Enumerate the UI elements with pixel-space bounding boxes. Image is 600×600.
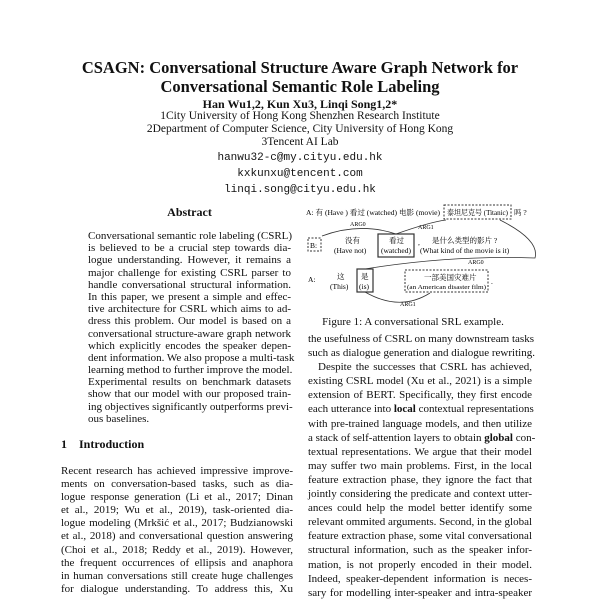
abstract-section: [88, 205, 295, 425]
text-line: may suffer two main problems. First, in the local: [308, 459, 532, 472]
fig-label-arg1: ARG1: [418, 225, 434, 231]
text-line: feature extraction phase, some vital conversational: [308, 530, 532, 543]
text-line: Conversational semantic role labeling (CSRL): [88, 230, 293, 242]
text-line: which explicitly encodes the speaker depen-: [88, 339, 291, 352]
text-line: for dialogue understanding. To address this, Xu: [61, 582, 293, 595]
text-line: the usefulness of CSRL on many downstream tasks: [308, 333, 534, 345]
bold-term: local: [393, 403, 416, 416]
fig-arg-titanic: 泰坦尼克号 (Titanic): [447, 208, 513, 217]
fig-word-this: 这: [337, 272, 345, 281]
text-line: is believed to be a crucial step towards dia-: [88, 242, 291, 255]
text-line: Recent research has achieved impressive improve-: [61, 465, 293, 477]
text-line: such as dialogue generation and dialogue rewriting.: [308, 347, 535, 360]
text-line: the frequent occurrences of ellipsis and anaphora: [61, 556, 293, 569]
affiliation-1: 1City University of Hong Kong Shenzhen Research Institute: [160, 110, 440, 122]
text-span: con-: [512, 431, 536, 444]
text-line: extension of BERT. Specifically, they first encode: [308, 389, 532, 402]
fig-speaker-a: A:: [308, 275, 316, 284]
fig-question: 是什么类型的影片 ?: [432, 236, 498, 245]
text-line: existing CSRL model (Xu et al., 2021) is a simple: [308, 375, 532, 388]
paper-title-line-2: Conversational Semantic Role Labeling: [160, 77, 440, 96]
email-1[interactable]: hanwu32-c@my.cityu.edu.hk: [217, 152, 383, 164]
section-title: Introduction: [79, 437, 145, 451]
fig-word-en: (Have not): [334, 246, 367, 255]
text-line: show that our model with our proposed train-: [88, 388, 291, 401]
text-line: [308, 402, 532, 416]
fig-predicate-is-en: (is): [359, 282, 369, 291]
text-line: jointly considering the predicate and context utter-: [308, 488, 532, 501]
text-line: feature extraction phase, they ignore the fact that: [308, 473, 532, 486]
text-span: a stack of self-attention layers to obtain: [308, 431, 485, 444]
fig-comma: ,: [418, 238, 420, 247]
section-number: 1: [61, 437, 67, 451]
abstract-heading: Abstract: [167, 205, 212, 219]
fig-row1-tail: 吗 ?: [514, 208, 527, 217]
introduction-body: [61, 465, 293, 596]
text-line: major challenge for existing CSRL parser to: [88, 266, 291, 279]
text-line: textual representations. We argue that their model: [308, 445, 532, 458]
fig-label-arg0: ARG0: [468, 260, 484, 266]
figure-1-diagram: [300, 200, 560, 310]
fig-arc-arg1-2: [365, 292, 430, 302]
text-line: dent information. We also propose a multi-task: [88, 351, 295, 364]
figure-caption: Figure 1: A conversational SRL example.: [322, 316, 504, 328]
right-column-body: [308, 332, 536, 600]
text-line: logue response generation (Li et al., 2017; Dinan: [61, 491, 293, 504]
fig-word-this-en: (This): [330, 282, 349, 291]
fig-label-arg1: ARG1: [400, 302, 416, 308]
text-line: In this paper, we present a simple and effec-: [88, 290, 291, 303]
bold-term: global: [484, 431, 513, 444]
text-line: Despite the successes that CSRL has achieved,: [318, 361, 532, 374]
paper-title-line-1: CSAGN: Conversational Structure Aware Graph Network for: [81, 58, 519, 77]
text-line: logue understanding. However, it remains a: [88, 254, 291, 267]
text-line: ances could help the model better identify some: [308, 502, 532, 515]
text-line: conversational structure-aware graph network: [88, 327, 291, 340]
authors: Han Wu1,2, Kun Xu3, Linqi Song1,2*: [202, 97, 398, 111]
text-line: sary for modelling inter-speaker and intra-speaker: [308, 586, 532, 599]
fig-arc-arg0-1: [322, 228, 396, 236]
fig-question-en: (What kind of the movie is it): [420, 246, 510, 255]
fig-label-arg0: ARG0: [350, 222, 366, 228]
text-line: handle conversational structural information.: [88, 278, 291, 291]
fig-speaker-b: B:: [310, 241, 318, 250]
text-line: Experimental results on benchmark datasets: [88, 376, 291, 389]
text-line: et al., 2018) and conversational question answering: [61, 530, 293, 543]
text-line: mation, is not properly encoded in their model.: [308, 558, 532, 571]
text-line: [308, 431, 536, 445]
affiliation-3: 3Tencent AI Lab: [261, 136, 339, 148]
text-line: ments on conversation-based tasks, such as dia-: [61, 478, 293, 491]
abstract-body: [88, 230, 295, 425]
text-line: et al., 2019; Wu et al., 2019), task-oriented dia-: [61, 504, 293, 517]
text-line: logue modeling (Mrkšić et al., 2017; Budzianowski: [61, 517, 293, 530]
introduction-section: [61, 437, 293, 596]
affiliation-2: 2Department of Computer Science, City University of Hong Kong: [146, 123, 454, 135]
fig-row3-tail: .: [491, 277, 493, 286]
text-line: dress this problem. Our model is based on a: [88, 315, 291, 328]
text-line: with pre-trained language models, and then utilize: [308, 417, 532, 430]
fig-predicate-is: 是: [361, 272, 369, 281]
text-line: ing objectives significantly outperforms previ-: [88, 400, 293, 413]
fig-word: 没有: [345, 236, 360, 245]
text-line: relevant ommited arguments. Second, in the global: [308, 516, 533, 529]
text-span: contextual representations: [415, 403, 534, 416]
fig-arg-film-en: (an American disaster film): [407, 284, 486, 291]
text-line: tive architecture for CSRL which aims to ad-: [88, 303, 291, 316]
text-line: (Choi et al., 2018; Reddy et al., 2019). However,: [61, 543, 293, 556]
text-line: in human conversations still create huge challenges: [61, 569, 293, 582]
fig-row1-text: A: 有 (Have ) 看过 (watched) 电影 (movie): [306, 208, 439, 217]
text-line: ous baselines.: [88, 412, 150, 425]
fig-predicate: 看过: [389, 236, 404, 245]
email-3[interactable]: linqi.song@cityu.edu.hk: [224, 184, 376, 196]
fig-arg-film: 一部美国灾难片: [424, 273, 477, 282]
text-span: each utterance into: [308, 403, 394, 416]
text-line: structural information, such as the speaker infor-: [308, 544, 532, 557]
text-line: Indeed, speaker-dependent information is neces-: [308, 572, 532, 585]
fig-predicate-en: (watched): [381, 246, 411, 255]
email-2[interactable]: kxkunxu@tencent.com: [237, 168, 363, 180]
text-line: learning method to further improve the model.: [88, 364, 293, 377]
introduction-heading: [61, 437, 293, 452]
